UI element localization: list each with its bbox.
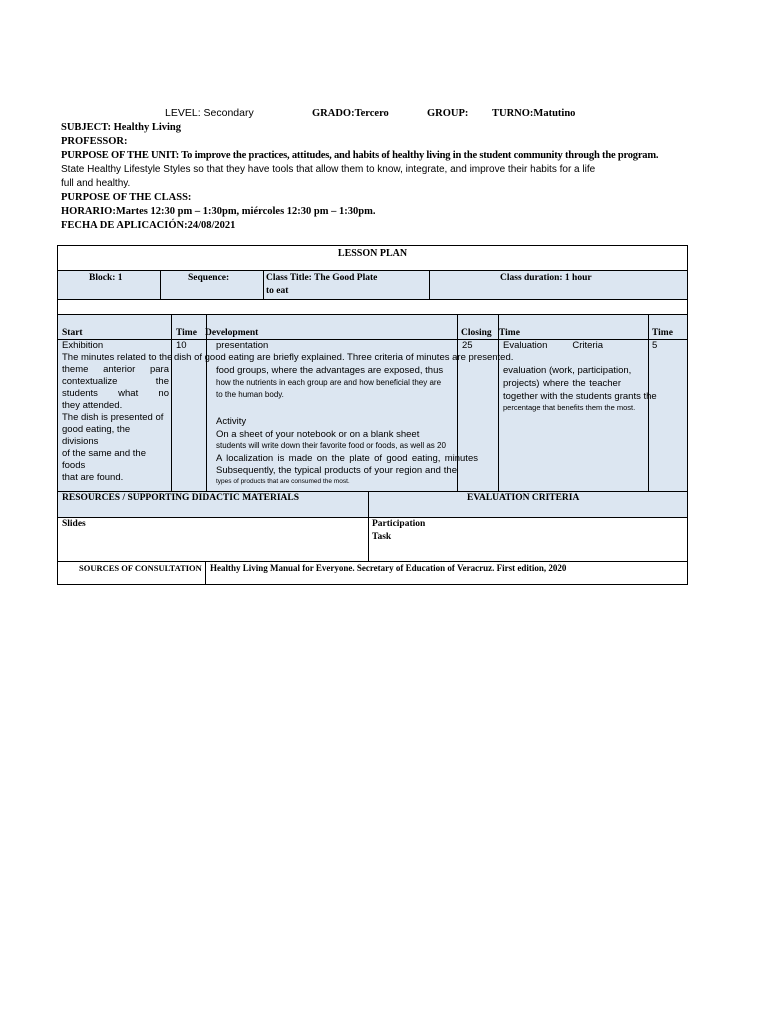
divider (171, 314, 172, 491)
col-development: Development (205, 328, 259, 338)
level-label: LEVEL: Secondary (165, 107, 254, 119)
start-line: Exhibition (62, 340, 104, 351)
purpose-unit-line: PURPOSE OF THE UNIT: To improve the practices, attitudes, and habits of healthy living in the student community through the program. (61, 150, 659, 161)
dev-line: On a sheet of your notebook or on a blank sheet (216, 429, 420, 440)
grado-label: GRADO:Tercero (312, 108, 389, 119)
purpose-unit-desc-1: State Healthy Lifestyle Styles so that they have tools that allow them to know, integrate, and improve their habits for a life (61, 164, 596, 175)
time-2-line: Evaluation Criteria (503, 340, 603, 351)
fecha-line: FECHA DE APLICACIÓN:24/08/2021 (61, 220, 236, 231)
col-closing: Closing (461, 328, 492, 338)
time-2-line: percentage that benefits them the most. (503, 403, 636, 412)
divider (160, 270, 161, 299)
dev-line: to the human body. (216, 390, 284, 399)
time-3-value: 5 (652, 340, 658, 351)
start-line: contextualize the (62, 376, 169, 387)
class-title-label: Class Title: The Good Plate (266, 273, 378, 283)
subject-line: SUBJECT: Healthy Living (61, 122, 181, 133)
sequence-label: Sequence: (188, 273, 230, 283)
time-2-line: projects) where the teacher (503, 378, 621, 389)
start-cell (62, 340, 173, 484)
sources-label: SOURCES OF CONSULTATION (79, 563, 202, 573)
dev-line: students will write down their favorite food or foods, as well as 20 (216, 441, 446, 450)
dev-line: how the nutrients in each group are and how beneficial they are (216, 378, 442, 387)
class-duration-label: Class duration: 1 hour (500, 273, 592, 283)
task-value: Task (372, 532, 392, 542)
divider (429, 270, 430, 299)
lesson-plan-table (57, 245, 688, 585)
divider (205, 561, 206, 584)
sources-text: Healthy Living Manual for Everyone. Secretary of Education of Veracruz. First edition, 2020 (210, 563, 567, 573)
purpose-unit-desc-2: full and healthy. (61, 178, 131, 189)
horario-line: HORARIO:Martes 12:30 pm – 1:30pm, miércoles 12:30 pm – 1:30pm. (61, 206, 376, 217)
start-line: students what no (62, 388, 169, 399)
resources-label: RESOURCES / SUPPORTING DIDACTIC MATERIALS (62, 493, 300, 503)
divider (498, 314, 499, 491)
dev-line: dish of good eating are briefly explained. Three criteria of minutes are presented. (174, 352, 514, 363)
participation-value: Participation (372, 519, 426, 529)
dev-line: food groups, where the advantages are exposed, thus (216, 365, 444, 376)
spacer-row (58, 299, 687, 314)
start-line: good eating, the divisions (62, 424, 131, 447)
slides-value: Slides (62, 519, 86, 529)
group-label: GROUP: (427, 108, 469, 119)
start-line: The minutes related to the (62, 352, 173, 363)
dev-line: presentation (216, 340, 269, 351)
col-time-2: Time (499, 328, 520, 338)
divider (206, 314, 207, 491)
col-start: Start (62, 328, 83, 338)
time-2-line: evaluation (work, participation, (503, 365, 632, 376)
start-line: they attended. (62, 400, 123, 411)
col-time-3: Time (652, 328, 673, 338)
start-line: of the same and the foods (62, 448, 146, 471)
evaluation-criteria-label: EVALUATION CRITERIA (467, 493, 580, 503)
col-time-1: Time (176, 328, 197, 338)
dev-line: Activity (216, 416, 247, 427)
dev-line: Subsequently, the typical products of your region and the (216, 465, 457, 476)
dev-line: A localization is made on the plate of good eating, minutes (216, 453, 478, 464)
time-2-line: together with the students grants the (503, 391, 657, 402)
block-label: Block: 1 (89, 273, 123, 283)
lesson-plan-title: LESSON PLAN (337, 248, 408, 259)
start-line: theme anterior para (62, 364, 169, 375)
divider (263, 270, 264, 299)
turno-label: TURNO:Matutino (492, 108, 576, 119)
dev-line: types of products that are consumed the most. (216, 478, 350, 485)
closing-value: 25 (462, 340, 473, 351)
time-1-value: 10 (176, 340, 187, 351)
professor-line: PROFESSOR: (61, 136, 128, 147)
class-title-label-cont: to eat (266, 286, 289, 296)
purpose-class-line: PURPOSE OF THE CLASS: (61, 192, 192, 203)
start-line: The dish is presented of (62, 412, 164, 423)
start-line: that are found. (62, 472, 124, 483)
